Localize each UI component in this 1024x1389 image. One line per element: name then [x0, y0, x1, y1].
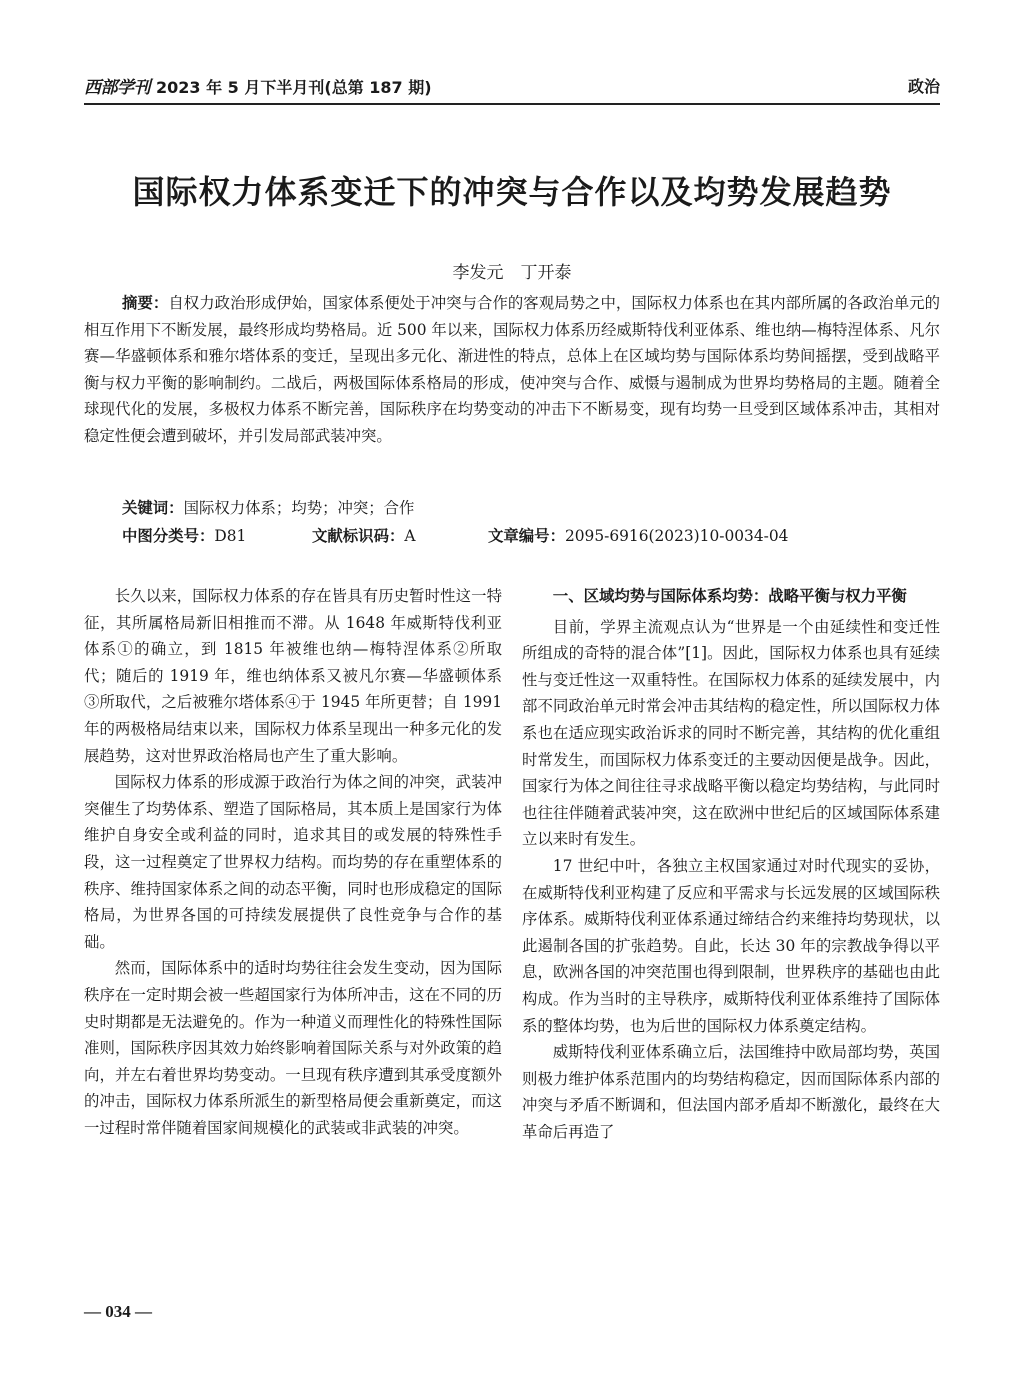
keywords — [122, 496, 414, 518]
issue-info: 2023 年 5 月下半月刊(总第 187 期) — [156, 77, 432, 97]
doc-value: A — [404, 527, 416, 545]
journal-logo: 西部学刊 — [84, 77, 150, 98]
clc-value: D81 — [214, 527, 247, 545]
section-label: 政治 — [907, 76, 940, 96]
article-value: 2095-6916(2023)10-0034-04 — [564, 527, 789, 545]
abstract — [84, 290, 940, 450]
header-rule — [84, 103, 940, 105]
running-header — [84, 68, 940, 102]
keywords-label: 关键词： — [122, 499, 184, 517]
journal-info — [84, 73, 432, 98]
body-paragraph: 然而，国际体系中的适时均势往往会发生变动，因为国际秩序在一定时期会被一些超国家行为体所冲击，这在不同的历史时期都是无法避免的。作为一种道义而理性化的特殊性国际准则，国际秩序因其效力始终影响着国际关系与对外政策的趋向，并左右着世界均势变动。一旦现有秩序遭到其承受度额外的冲击，国际权力体系所派生的新型格局便会重新奠定，而这一过程时常伴随着国家间规模化的武装或非武装的冲突。 — [84, 959, 502, 1137]
article-title: 国际权力体系变迁下的冲突与合作以及均势发展趋势 — [132, 173, 892, 211]
authors: 李发元 丁开泰 — [452, 263, 572, 283]
article-label: 文章编号： — [488, 527, 565, 545]
document-code — [312, 524, 415, 546]
body-paragraph: 17 世纪中叶，各独立主权国家通过对时代现实的妥协，在威斯特伐利亚构建了反应和平需求与长远发展的区域国际秩序体系。威斯特伐利亚体系通过缔结合约来维持均势现状，以此遏制各国的扩张趋势。自此，长达 30 年的宗教战争得以平息，欧洲各国的冲突范围也得到限制，世界秩序的基础也由此构成。作为当时的主导秩序，威斯特伐利亚体系维持了国际体系的整体均势，也为后世的国际权力体系奠定结构。 — [522, 856, 940, 1035]
body-paragraph: 目前，学界主流观点认为“世界是一个由延续性和变迁性所组成的奇特的混合体”[1]。因此，国际权力体系也具有延续性与变迁性这一双重特性。在国际权力体系的延续发展中，内部不同政治单元时常会冲击其结构的稳定性，所以国际权力体系也在适应现实政治诉求的同时不断完善，其结构的优化重组时常发生，而国际权力体系变迁的主要动因便是战争。因此，国家行为体之间往往寻求战略平衡以稳定均势结构，与此同时也往往伴随着武装冲突，这在欧洲中世纪后的区域国际体系建立以来时有发生。 — [522, 617, 940, 849]
keywords-text: 国际权力体系；均势；冲突；合作 — [183, 499, 415, 517]
clc-label: 中图分类号： — [122, 527, 215, 545]
section-heading: 一、区域均势与国际体系均势：战略平衡与权力平衡 — [552, 587, 907, 605]
abstract-label: 摘要： — [122, 294, 169, 312]
clc-number — [122, 524, 246, 546]
body-paragraph: 长久以来，国际权力体系的存在皆具有历史暂时性这一特征，其所属格局新旧相推而不滞。从 1648 年威斯特伐利亚体系①的确立，到 1815 年被维也纳—梅特涅体系②所取代；随后的 1919 年，维也纳体系又被凡尔赛—华盛顿体系③所取代，之后被雅尔塔体系④于 1945 年所更替；自 1991 年的两极格局结束以来，国际权力体系呈现出一种多元化的发展趋势，这对世界政治格局也产生了重大影响。 — [84, 587, 502, 765]
body-left-column — [84, 583, 502, 1141]
doc-label: 文献标识码： — [312, 527, 405, 545]
abstract-text: 自权力政治形成伊始，国家体系便处于冲突与合作的客观局势之中，国际权力体系也在其内部所属的各政治单元的相互作用下不断发展，最终形成均势格局。近 500 年以来，国际权力体系历经威斯特伐利亚体系、维也纳—梅特涅体系、凡尔赛—华盛顿体系和雅尔塔体系的变迁，呈现出多元化、渐进性的特点，总体上在区域均势与国际体系均势间摇摆，受到战略平衡与权力平衡的影响制约。二战后，两极国际体系格局的形成，使冲突与合作、威慑与遏制成为世界均势格局的主题。随着全球现代化的发展，多极权力体系不断完善，国际秩序在均势变动的冲击下不断易变，现有均势一旦受到区域体系冲击，其相对稳定性便会遭到破坏，并引发局部武装冲突。 — [84, 294, 940, 445]
article-number — [488, 524, 788, 546]
page-number: — 034 — — [84, 1302, 152, 1321]
body-paragraph: 威斯特伐利亚体系确立后，法国维持中欧局部均势，英国则极力维护体系范围内的均势结构稳定，因而国际体系内部的冲突与矛盾不断调和，但法国内部矛盾却不断激化，最终在大革命后再造了 — [522, 1043, 940, 1141]
body-right-column — [522, 583, 940, 1145]
body-paragraph: 国际权力体系的形成源于政治行为体之间的冲突，武装冲突催生了均势体系、塑造了国际格局，其本质上是国家行为体维护自身安全或利益的同时，追求其目的或发展的特殊性手段，这一过程奠定了世界权力结构。而均势的存在重塑体系的秩序、维持国家体系之间的动态平衡，同时也形成稳定的国际格局，为世界各国的可持续发展提供了良性竞争与合作的基础。 — [84, 773, 502, 951]
